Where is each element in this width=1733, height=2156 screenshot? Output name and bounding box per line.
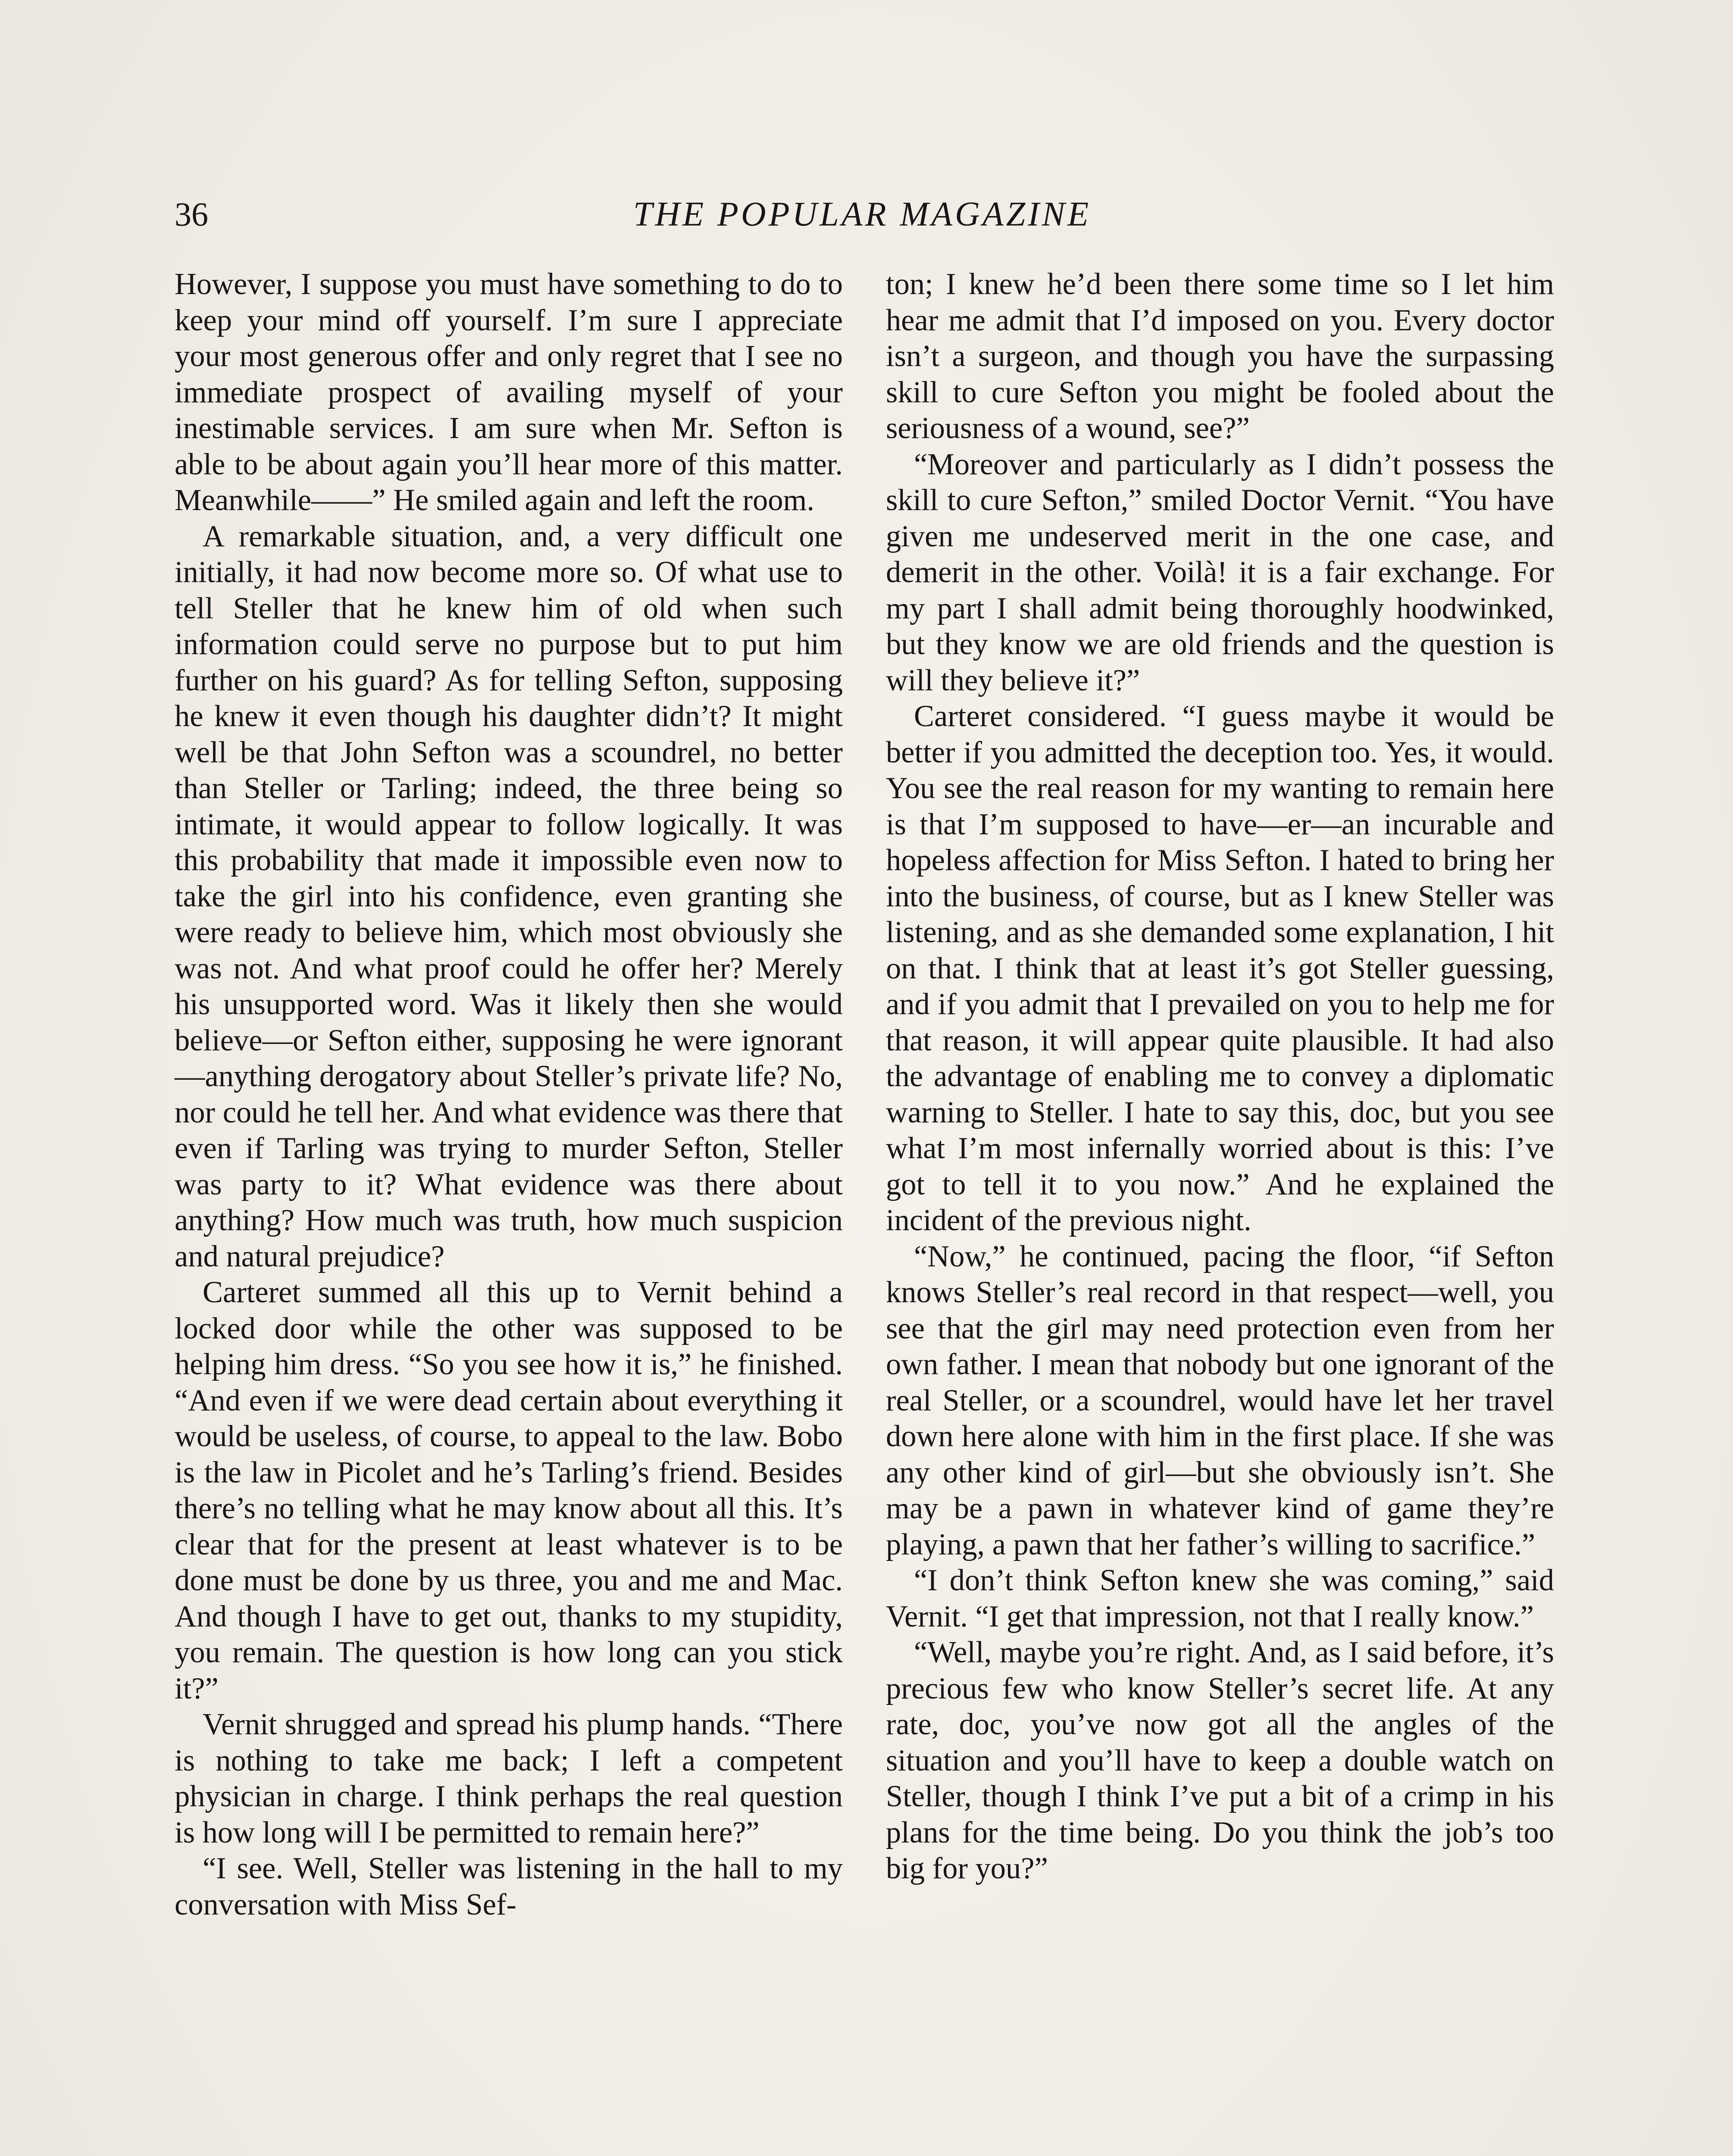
page-number: 36 — [175, 195, 208, 233]
left-column — [175, 266, 843, 1923]
paragraph: A remarkable situation, and, a very difficult one initially, it had now become more so. Of what use to tell Steller that he knew him of old when such information could serve no purpose but to put him further on his guard? As for telling Sefton, supposing he knew it even though his daughter didn’t? It might well be that John Sefton was a scoundrel, no better than Steller or Tarling; indeed, the three being so intimate, it would appear to follow logically. It was this probability that made it impossible even now to take the girl into his confidence, even granting she were ready to believe him, which most obviously she was not. And what proof could he offer her? Merely his unsupported word. Was it likely then she would believe—or Sefton either, supposing he were ignorant—anything derogatory about Steller’s private life? No, nor could he tell her. And what evidence was there that even if Tarling was trying to murder Sefton, Steller was party to it? What evidence was there about anything? How much was truth, how much suspicion and natural prejudice? — [175, 519, 843, 1273]
paragraph: ton; I knew he’d been there some time so I let him hear me admit that I’d imposed on you. Every doctor isn’t a surgeon, and though you have the surpassing skill to cure Sefton you might be fooled about the seriousness of a wound, see?” — [886, 267, 1554, 445]
paragraph: Vernit shrugged and spread his plump hands. “There is nothing to take me back; I left a competent physician in charge. I think perhaps the real question is how long will I be permitted to remain here?” — [175, 1708, 843, 1849]
paragraph: “Moreover and particularly as I didn’t possess the skill to cure Sefton,” smiled Doctor Vernit. “You have given me undeserved merit in the one case, and demerit in the other. Voilà! it is a fair exchange. For my part I shall admit being thoroughly hoodwinked, but they know we are old friends and the question is will they believe it?” — [886, 447, 1554, 697]
paragraph: “Well, maybe you’re right. And, as I said before, it’s precious few who know Steller’s secret life. At any rate, doc, you’ve now got all the angles of the situation and you’ll have to keep a double watch on Steller, though I think I’ve put a bit of a crimp in his plans for the time being. Do you think the job’s too big for you?” — [886, 1636, 1554, 1885]
paragraph: Carteret considered. “I guess maybe it would be better if you admitted the deception too. Yes, it would. You see the real reason for my wanting to remain here is that I’m supposed to have—er—an incurable and hopeless affection for Miss Sefton. I hated to bring her into the business, of course, but as I knew Steller was listening, and as she demanded some explanation, I hit on that. I think that at least it’s got Steller guessing, and if you admit that I prevailed on you to help me for that reason, it will appear quite plausible. It had also the advantage of enabling me to convey a diplomatic warning to Steller. I hate to say this, doc, but you see what I’m most infernally worried about is this: I’ve got to tell it to you now.” And he explained the incident of the previous night. — [886, 699, 1554, 1237]
page-header — [175, 191, 1550, 238]
running-head: THE POPULAR MAGAZINE — [633, 195, 1092, 233]
paragraph: “I see. Well, Steller was listening in the hall to my conversation with Miss Sef- — [175, 1852, 843, 1921]
paragraph: “I don’t think Sefton knew she was coming,” said Vernit. “I get that impression, not that I really know.” — [886, 1564, 1554, 1633]
right-column — [886, 266, 1554, 1887]
paragraph: Carteret summed all this up to Vernit behind a locked door while the other was supposed to be helping him dress. “So you see how it is,” he finished. “And even if we were dead certain about everything it would be useless, of course, to appeal to the law. Bobo is the law in Picolet and he’s Tarling’s friend. Besides there’s no telling what he may know about all this. It’s clear that for the present at least whatever is to be done must be done by us three, you and me and Mac. And though I have to get out, thanks to my stupidity, you remain. The question is how long can you stick it?” — [175, 1275, 843, 1705]
paragraph: “Now,” he continued, pacing the floor, “if Sefton knows Steller’s real record in that respect—well, you see that the girl may need protection even from her own father. I mean that nobody but one ignorant of the real Steller, or a scoundrel, would have let her travel down here alone with him in the first place. If she was any other kind of girl—but she obviously isn’t. She may be a pawn in whatever kind of game they’re playing, a pawn that her father’s willing to sacrifice.” — [886, 1239, 1554, 1561]
paragraph: However, I suppose you must have something to do to keep your mind off yourself. I’m sure I appreciate your most generous offer and only regret that I see no immediate prospect of availing myself of your inestimable services. I am sure when Mr. Sefton is able to be about again you’ll hear more of this matter. Meanwhile——” He smiled again and left the room. — [175, 267, 843, 517]
